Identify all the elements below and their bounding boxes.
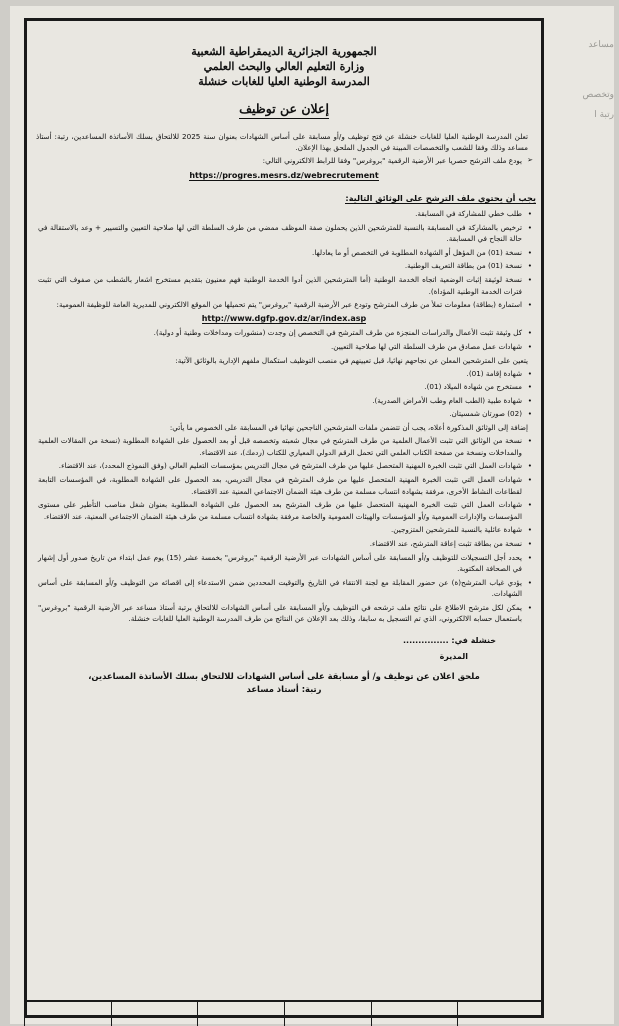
list-item: • شهادة طبية (الطب العام وطب الأمراض الصدرية). (38, 395, 522, 407)
list-item: • نسخة من بطاقة تثبت إعاقة المترشح، عند الاقتضاء. (38, 538, 522, 550)
list-item: • شهادة إقامة (01). (38, 368, 522, 380)
annex-rank: رتبة: أستاذ مساعد (246, 684, 322, 695)
final-docs-list (32, 368, 536, 420)
extra-docs-heading: إضافة إلى الوثائق المذكورة أعلاه، يجب أن تتضمن ملفات المترشحين الناجحين نهائيا في المسابقة على الخصوص ما يأتي: (169, 423, 528, 433)
intro-paragraph: تعلن المدرسة الوطنية العليا للغابات خنشلة عن فتح توظيف و/أو مسابقة على أساس الشهادات بعنوان سنة 2025 للالتحاق بسلك الأساتذة المساعدين، رتبة: أستاذ مساعد وذلك وفقا للشعب والتخصصات المبينة في الجدول الملحق بهذا الإعلان. (36, 131, 528, 153)
list-item: • استمارة (بطاقة) معلومات تملأ من طرف المترشح وتودع عبر الأرضية الرقمية "بروغرس" يتم تحميلها من الموقع الالكتروني للمديرية العامة للوظيفة العمومية: (38, 299, 522, 311)
list-item: • شهادات عمل مصادق من طرف السلطة التي لها صلاحية التعيين. (38, 341, 522, 353)
deposit-instruction: ➢ يودع ملف الترشح حصريا عبر الأرضية الرقمية "بروغرس" وفقا للرابط الالكتروني التالي: (38, 155, 522, 167)
list-item: • شهادة عائلية بالنسبة للمترشحين المتزوجين. (38, 524, 522, 536)
list-item: • كل وثيقة تثبت الأعمال والدراسات المنجزة من طرف المترشح في التخصص إن وجدت (منشورات ومداخلات وطنية أو دولية). (38, 327, 522, 339)
list-item: • طلب خطي للمشاركة في المسابقة. (38, 208, 522, 220)
docs-heading: يجب أن يحتوي ملف الترشح على الوثائق التالية: (345, 193, 536, 204)
page-title: إعلان عن توظيف (32, 103, 536, 115)
list-item: • يحدد أجل التسجيلات للتوظيف و/أو المسابقة على أساس الشهادات عبر الأرضية الرقمية "بروغرس" بخمسة عشر (15) يوم عمل ابتداء من تاريخ صدور أول إشهار في الصحافة المكتوبة. (38, 552, 522, 575)
list-item: • ترخيص بالمشاركة في المسابقة بالنسبة للمترشحين الذين يحملون صفة الموظف ممضي من طرف السلطة التي لها صلاحية التعيين والتسيير + وعد بالاستقالة في حالة النجاح في المسابقة. (38, 222, 522, 245)
list-item: • شهادات العمل التي تثبت الخبرة المهنية المتحصل عليها من طرف المترشح بعد الحصول على الشهادة المطلوبة بعنوان شغل مناصب التأطير على مستوى المؤسسات والإدارات العمومية و/أو المؤسسات والهيئات العمومية والخاصة مرفقة بشهادة انتساب مسلمة من طرف هيئة الضمان الاجتماعي المعنية، عند الاقتضاء. (38, 499, 522, 522)
progres-link[interactable]: https://progres.mesrs.dz/webrecrutement (189, 170, 379, 180)
required-docs-list (32, 208, 536, 311)
annex-line: ملحق اعلان عن توظيف و/ أو مسابقة على أساس الشهادات للالتحاق بسلك الأساتذة المساعدين، (88, 671, 480, 682)
bleed-through-text: مساعد (588, 40, 614, 50)
place-date: خنشلة في: ............... (403, 636, 496, 646)
annex-title (32, 670, 536, 696)
list-item: • نسخة (01) من بطاقة التعريف الوطنية. (38, 260, 522, 272)
header-republic: الجمهورية الجزائرية الديمقراطية الشعبية (191, 45, 377, 58)
list-item: • (02) صورتان شمسيتان. (38, 408, 522, 420)
bleed-through-text: وتخصص (582, 90, 614, 100)
dgfp-link[interactable]: http://www.dgfp.gov.dz/ar/index.asp (201, 313, 367, 323)
notes-list (32, 552, 536, 626)
header-ministry: وزارة التعليم العالي والبحث العلمي (203, 60, 365, 73)
list-item: • يؤدي غياب المترشح(ة) عن حضور المقابلة مع لجنة الانتقاء في التاريخ والتوقيت المحددين ضمن الاستدعاء إلى اقصائه من التوظيف و/أو المسابقة على أساس الشهادات. (38, 577, 522, 600)
announcement-body (32, 26, 536, 1014)
list-item: • نسخة (01) من المؤهل أو الشهادة المطلوبة في التخصص أو ما يعادلها. (38, 247, 522, 259)
required-docs-list-cont (32, 327, 536, 352)
list-item: • نسخة من الوثائق التي تثبت الأعمال العلمية من طرف المترشح في مجال شعبته وتخصصه قبل أو بعد الحصول على الشهادة المطلوبة (نسخة من المقالات العلمية والمداخلات ونسخة من صفحة الكتاب العلمي التي تحمل الرقم الدولي المعياري للكتاب (ردمك)، عند الاقتضاء. (38, 435, 522, 458)
list-item: • شهادات العمل التي تثبت الخبرة المهنية المتحصل عليها من طرف المترشح في مجال التدريس، بعد الحصول على الشهادة المطلوبة، في المؤسسات التابعة لقطاعات النشاط الأخرى، مرفقة بشهادة انتساب مسلمة من طرف هيئة الضمان الاجتماعي المعنية عند الاقتضاء. (38, 474, 522, 497)
final-docs-heading: يتعين على المترشحين المعلن عن نجاحهم نهائيا، قبل تعيينهم في منصب التوظيف استكمال ملفهم الإدارية بالوثائق الآتية: (175, 355, 528, 365)
list-item: • نسخة لوثيقة إثبات الوضعية اتجاه الخدمة الوطنية (أما المترشحين الذين أدوا الخدمة الوطنية فهم معنيون بتقديم مستخرج اشعار بالشطب من صفوف التي تثبت فترات الخدمة الوطنية المؤداة). (38, 274, 522, 297)
annex-table-top (24, 1000, 544, 1026)
bleed-through-text: رتبة أ (594, 110, 614, 120)
list-item: • يمكن لكل مترشح الاطلاع على نتائج ملف ترشحه في التوظيف و/أو المسابقة على أساس الشهادات للالتحاق برتبة أستاذ مساعد عبر الأرضية الرقمية "بروغرس" باستعمال حسابه الالكتروني، الذي تم التسجيل به سابقا، وذلك بعد الإعلان عن النتائج من طرف المدرسة الوطنية العليا للغابات خنشلة. (38, 602, 522, 625)
list-item: • مستخرج من شهادة الميلاد (01). (38, 381, 522, 393)
signatory: المديرة (439, 651, 468, 661)
header-school: المدرسة الوطنية العليا للغابات خنشلة (198, 75, 370, 88)
list-item: • شهادات العمل التي تثبت الخبرة المهنية المتحصل عليها من طرف المترشح في مجال التدريس بمؤسسات التعليم العالي (وفق النموذج المحدد)، عند الاقتضاء. (38, 460, 522, 472)
extra-docs-list (32, 435, 536, 549)
